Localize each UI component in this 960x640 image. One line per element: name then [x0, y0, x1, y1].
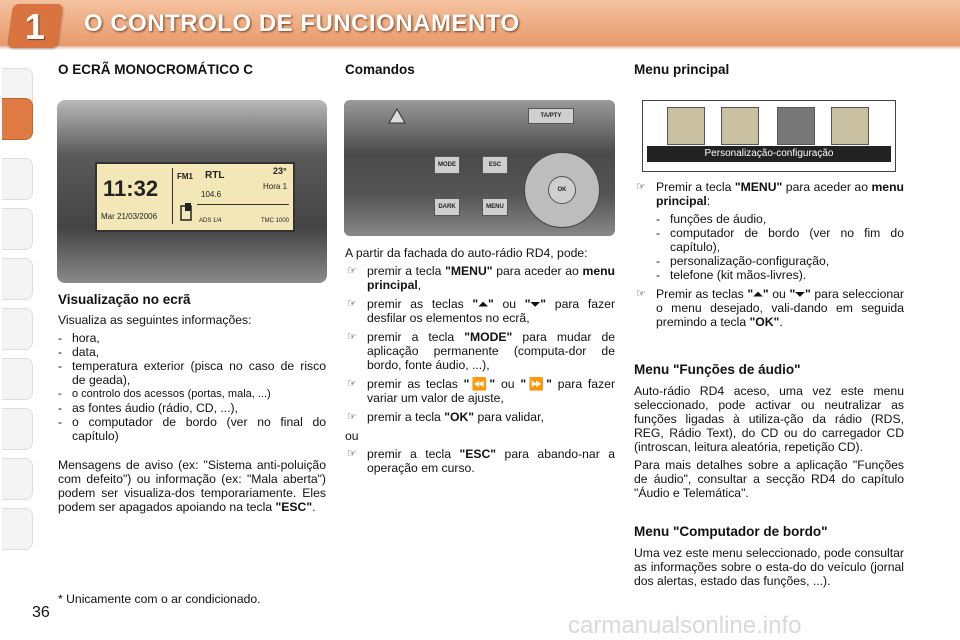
- hazard-icon: [388, 108, 406, 124]
- side-tab[interactable]: [2, 408, 33, 450]
- menu-button: MENU: [482, 198, 508, 216]
- menu-selected-label: Personalização-configuração: [647, 146, 891, 162]
- list-item: - telefone (kit mãos-livres).: [656, 268, 904, 282]
- header-shadow: [0, 46, 960, 50]
- hand-pointer-icon: ☞: [347, 411, 357, 423]
- lcd-hora: Hora 1: [263, 182, 288, 191]
- col1-message: [58, 458, 326, 514]
- audio-menu-body: [634, 384, 904, 504]
- audio-p2: Para mais detalhes sobre a aplicação "Funções de áudio", consultar a secção RD4 do capítulo "Áudio e Telemática".: [634, 458, 904, 500]
- side-tabs: [0, 68, 34, 578]
- list-item: - data,: [58, 345, 326, 359]
- hand-pointer-icon: ☞: [636, 181, 646, 193]
- radio-controls-image: [344, 100, 615, 236]
- message-text: Mensagens de aviso (ex: "Sistema anti-poluição com defeito") ou informação (ex: "Mala aberta") podem ser visualiza-dos temporariamente. Eles podem ser apagados apoiando na tecla: [58, 458, 326, 514]
- chapter-badge: [7, 4, 63, 48]
- bullet-item: ☞ Premir as teclas "⏶" ou "⏷" para seleccionar o menu desejado, vali-dando em seguida premindo a tecla "OK".: [636, 287, 904, 329]
- side-tab[interactable]: [2, 158, 33, 200]
- list-item: - as fontes áudio (rádio, CD, ...),: [58, 401, 326, 415]
- side-tab[interactable]: [2, 358, 33, 400]
- computer-menu-body: Uma vez este menu seleccionado, pode consultar as informações sobre o esta-do do veículo (jornal dos alertas, estado das funções, ...).: [634, 546, 904, 588]
- lcd-frequency: 104.6: [201, 190, 222, 199]
- lcd-station: RTL: [205, 170, 225, 181]
- bullet-item: ☞ premir a tecla "MENU" para aceder ao menu principal,: [347, 264, 615, 292]
- lcd-band: FM1: [177, 172, 193, 181]
- page-title: O CONTROLO DE FUNCIONAMENTO: [84, 10, 520, 37]
- bullet-item: ☞ premir as teclas "⏶" ou "⏷" para fazer desfilar os elementos no ecrã,: [347, 297, 615, 325]
- audio-p1: Auto-rádio RD4 aceso, uma vez este menu seleccionado, pode activar ou neutralizar as funções ligadas à utiliza-ção da rádio (RDS, REG, Rádio Text), do CD ou do carregador CD (introscan, leitura aleatória, repetição CD).: [634, 384, 904, 454]
- phone-menu-icon: [831, 107, 869, 145]
- col3-body: [634, 180, 904, 334]
- bullet-item: ☞ premir a tecla "MODE" para mudar de aplicação permanente (computa-dor de bordo, fonte áudio, ...),: [347, 330, 615, 372]
- footnote: * Unicamente com o ar condicionado.: [58, 592, 261, 606]
- list-item: - o computador de bordo (ver no final do capítulo): [58, 415, 326, 443]
- list-item: - computador de bordo (ver no fim do capítulo),: [656, 226, 904, 254]
- watermark: carmanualsonline.info: [568, 612, 802, 639]
- bullet-item: ☞ premir a tecla "OK" para validar,: [347, 410, 544, 424]
- col1-body: [58, 313, 326, 443]
- page-number: 36: [32, 604, 50, 621]
- ta-button: TA/PTY: [528, 108, 574, 124]
- side-tab[interactable]: [2, 508, 33, 550]
- col2-body: [345, 246, 615, 480]
- hand-pointer-icon: ☞: [347, 448, 357, 460]
- side-tab[interactable]: [2, 208, 33, 250]
- hand-pointer-icon: ☞: [347, 298, 357, 310]
- chapter-number: 1: [24, 6, 45, 47]
- col1-intro: Visualiza as seguintes informações:: [58, 313, 252, 327]
- lcd-separator: [172, 168, 173, 224]
- or-text: ou: [345, 429, 359, 443]
- audio-menu-icon: [667, 107, 705, 145]
- lcd-line: [197, 204, 289, 205]
- lcd-ads: ADS 1/4: [199, 218, 222, 224]
- computer-menu-icon: [721, 107, 759, 145]
- car-doors-icon: [179, 202, 195, 222]
- settings-menu-icon: [777, 107, 815, 145]
- message-end: .: [312, 500, 316, 514]
- col1-title: O ECRÃ MONOCROMÁTICO C: [58, 62, 253, 77]
- bullet-item: ☞ premir as teclas "⏪" ou "⏩" para fazer variar um valor de ajuste,: [347, 377, 616, 405]
- side-tab-active[interactable]: [2, 98, 33, 140]
- bullet-item: ☞ premir a tecla "ESC" para abando-nar a operação em curso.: [347, 447, 616, 475]
- main-menu-image: [642, 100, 896, 172]
- lcd-tmc: TMC 1000: [261, 218, 290, 224]
- lcd-date: Mar 21/03/2006: [101, 212, 158, 221]
- monochrome-display-image: [57, 100, 327, 283]
- lcd-clock: 11:32: [103, 176, 159, 201]
- visualizacao-title: Visualização no ecrã: [58, 292, 191, 307]
- hand-pointer-icon: ☞: [636, 288, 646, 300]
- hand-pointer-icon: ☞: [347, 331, 357, 343]
- ok-button: OK: [548, 176, 576, 204]
- hand-pointer-icon: ☞: [347, 378, 357, 390]
- col3-title: Menu principal: [634, 62, 730, 77]
- side-tab[interactable]: [2, 308, 33, 350]
- lcd-screen: [95, 162, 295, 232]
- bullet-item: ☞ Premir a tecla "MENU" para aceder ao menu principal: - funções de áudio, - computador de bordo (ver no fim do capítulo), - personalização-configuração, - telefone (kit mãos-livres).: [634, 180, 904, 282]
- list-item: - personalização-configuração,: [656, 254, 904, 268]
- main-menu-list: [656, 212, 904, 282]
- col2-title: Comandos: [345, 62, 415, 77]
- side-tab[interactable]: [2, 458, 33, 500]
- computer-menu-title: Menu "Computador de bordo": [634, 524, 828, 539]
- mode-button: MODE: [434, 156, 460, 174]
- hand-pointer-icon: ☞: [347, 265, 357, 277]
- list-item: - o controlo dos acessos (portas, mala, ...): [58, 387, 326, 401]
- side-tab[interactable]: [2, 258, 33, 300]
- col1-list: [58, 331, 326, 443]
- list-item: - temperatura exterior (pisca no caso de risco de geada),: [58, 359, 326, 387]
- list-item: - funções de áudio,: [656, 212, 904, 226]
- list-item: - hora,: [58, 331, 326, 345]
- col2-intro: A partir da fachada do auto-rádio RD4, pode:: [345, 246, 588, 260]
- dark-button: DARK: [434, 198, 460, 216]
- lcd-temperature: 23°: [273, 166, 287, 176]
- esc-key: "ESC": [275, 500, 313, 514]
- audio-menu-title: Menu "Funções de áudio": [634, 362, 801, 377]
- esc-button: ESC: [482, 156, 508, 174]
